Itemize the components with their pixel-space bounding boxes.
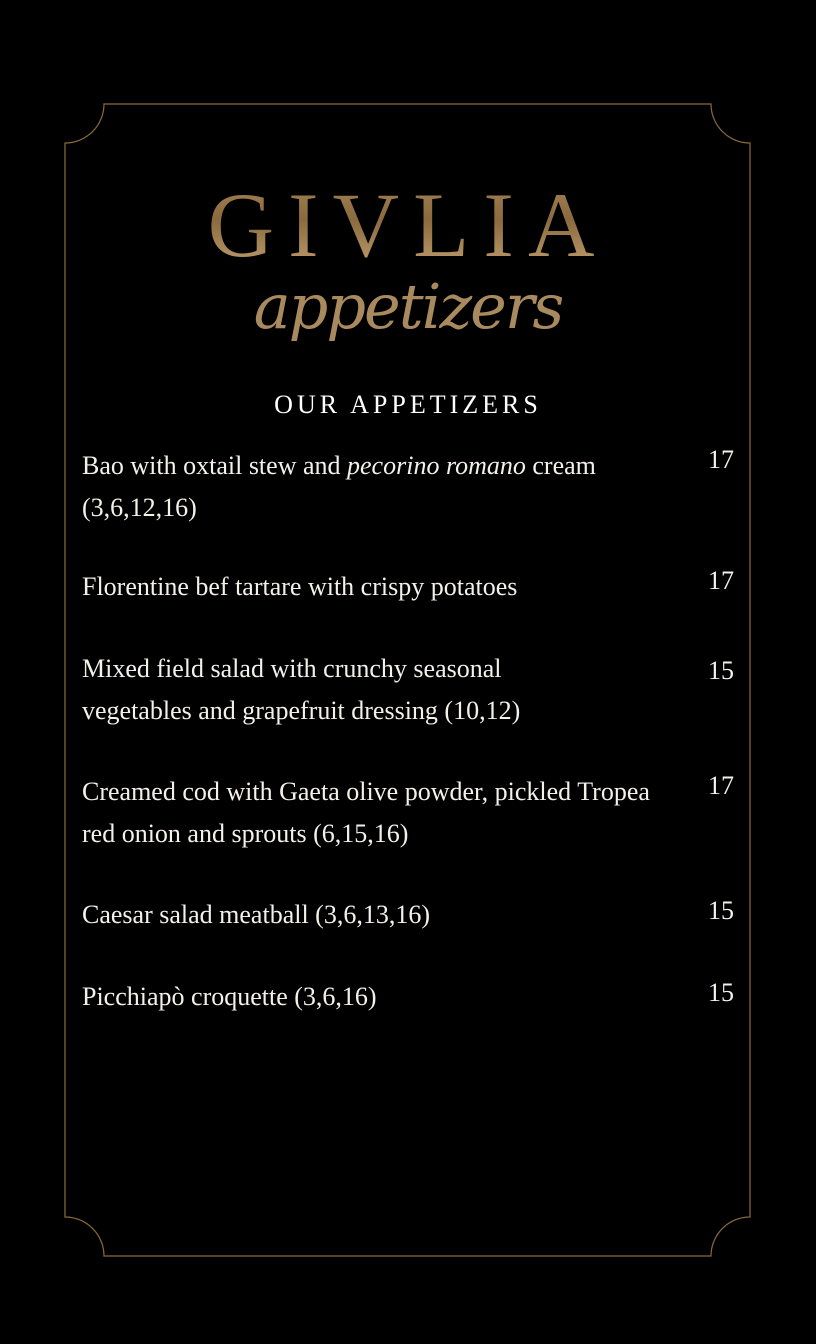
menu-item-name: Picchiapò croquette (3,6,16)	[82, 982, 377, 1011]
menu-item-name: Caesar salad meatball (3,6,13,16)	[82, 900, 430, 929]
menu-item-price: 15	[708, 978, 734, 1007]
menu-item-name: Mixed field salad with crunchy seasonal vegetables and grapefruit dressing (10,12)	[82, 654, 521, 725]
menu-item-name: Bao with oxtail stew and pecorino romano cream (3,6,12,16)	[82, 451, 596, 522]
section-heading: OUR APPETIZERS	[274, 390, 542, 419]
menu-item-price: 15	[708, 656, 734, 685]
brand-logo: GIVLIA	[0, 172, 816, 278]
menu-item-price: 17	[708, 566, 734, 595]
menu-item-price: 17	[708, 771, 734, 800]
menu-item-price: 17	[708, 445, 734, 474]
menu-item-name: Florentine bef tartare with crispy potatoes	[82, 572, 518, 601]
menu-item-price: 15	[708, 896, 734, 925]
menu-item-name: Creamed cod with Gaeta olive powder, pickled Tropea red onion and sprouts (6,15,16)	[82, 777, 650, 848]
script-title: appetizers	[253, 270, 563, 343]
